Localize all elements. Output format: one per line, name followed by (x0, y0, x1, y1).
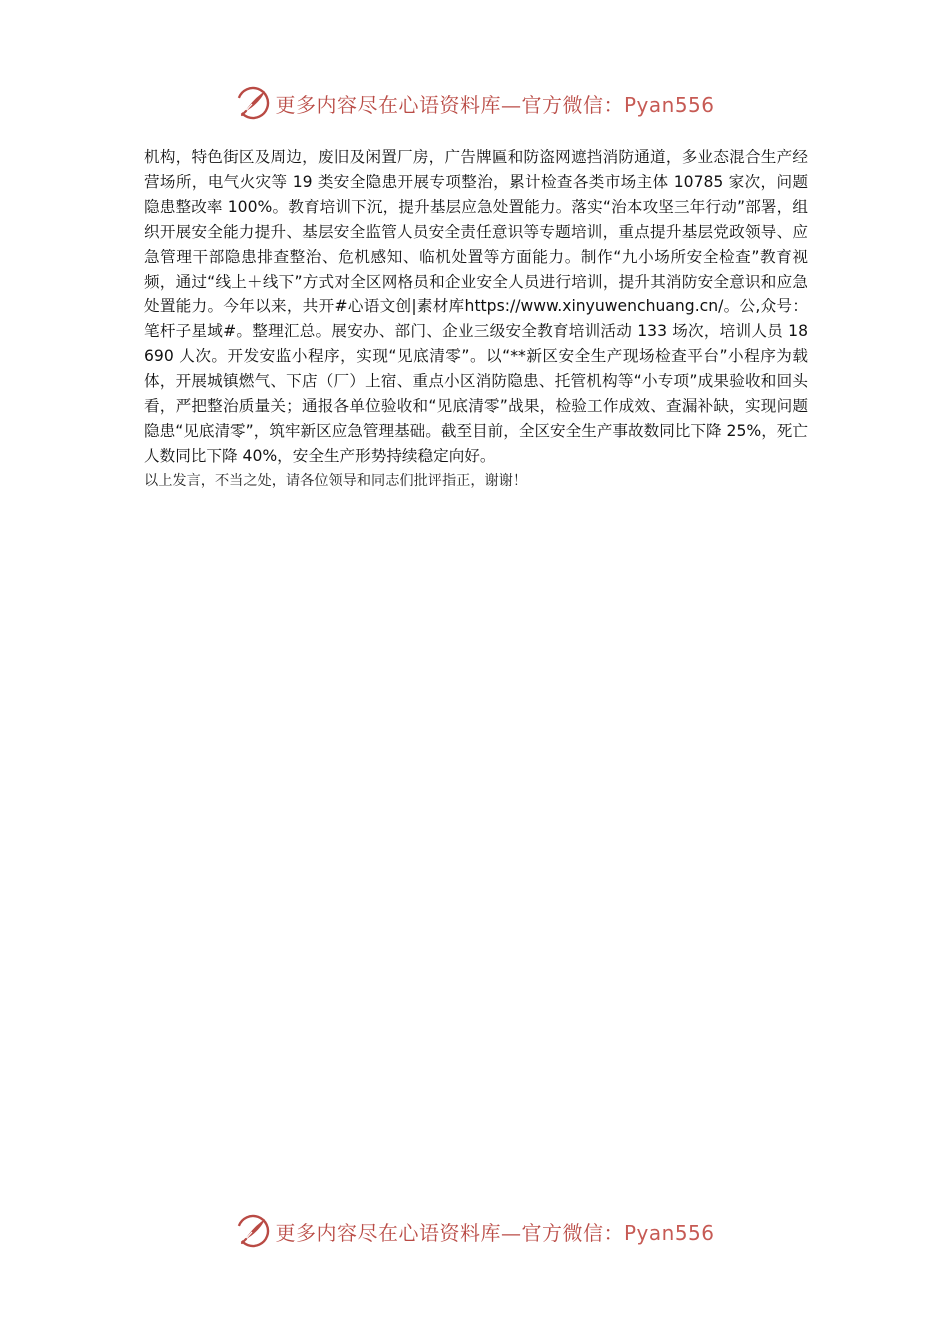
body-paragraph: 机构，特色街区及周边，废旧及闲置厂房，广告牌匾和防盗网遮挡消防通道，多业态混合生产经营场所，电气火灾等 19 类安全隐患开展专项整治，累计检查各类市场主体 10785 家次，问题隐患整改率 100%。教育培训下沉，提升基层应急处置能力。落实“治本攻坚三年行动”部署，组织开展安全能力提升、基层安全监管人员安全责任意识等专题培训，重点提升基层党政领导、应急管理干部隐患排查整治、危机感知、临机处置等方面能力。制作“九小场所安全检查”教育视频，通过“线上＋线下”方式对全区网格员和企业安全人员进行培训，提升其消防安全意识和应急处置能力。今年以来，共开#心语文创|素材库https://www.xinyuwenchuang.cn/。公,众号：笔杆子星域#。整理汇总。展安办、部门、企业三级安全教育培训活动 133 场次，培训人员 18690 人次。开发安监小程序，实现“见底清零”。以“**新区安全生产现场检查平台”小程序为载体，开展城镇燃气、下店（厂）上宿、重点小区消防隐患、托管机构等“小专项”成果验收和回头看，严把整治质量关；通报各单位验收和“见底清零”战果，检验工作成效、查漏补缺，实现问题隐患“见底清零”，筑牢新区应急管理基础。截至目前，全区安全生产事故数同比下降 25%，死亡人数同比下降 40%，安全生产形势持续稳定向好。 (144, 148, 808, 465)
closing-remark: 以上发言，不当之处，请各位领导和同志们批评指正，谢谢！ (144, 472, 528, 489)
header-banner (0, 83, 950, 123)
quill-pen-logo-icon (235, 1213, 271, 1249)
footer-banner-text (275, 1217, 714, 1246)
header-wechat-id: Pyan556 (623, 92, 715, 117)
document-content (144, 145, 808, 493)
header-banner-text (275, 89, 714, 118)
header-banner-label: 更多内容尽在心语资料库—官方微信： (275, 92, 624, 117)
footer-wechat-id: Pyan556 (623, 1220, 715, 1245)
footer-banner-label: 更多内容尽在心语资料库—官方微信： (275, 1220, 624, 1245)
quill-pen-logo-icon (235, 85, 271, 121)
footer-banner (0, 1211, 950, 1251)
